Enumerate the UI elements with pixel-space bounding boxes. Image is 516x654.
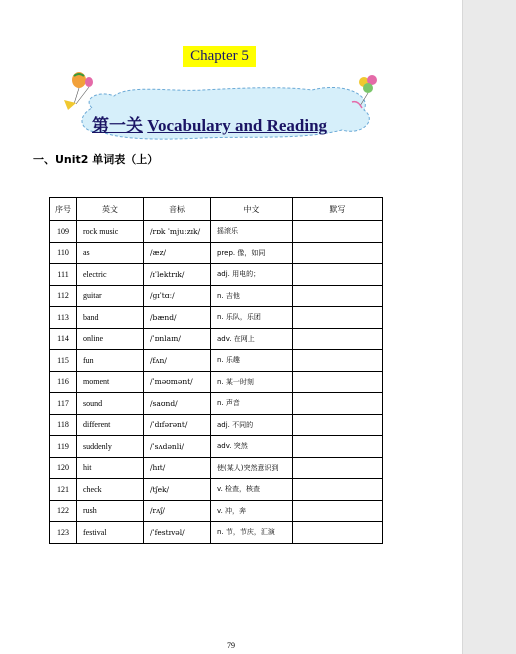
row-chinese: adj. 不同的 — [211, 414, 293, 436]
row-phonetic: /ɡɪˈtɑː/ — [144, 285, 211, 307]
header-number: 序号 — [50, 198, 77, 221]
row-phonetic: /rɒk ˈmjuːzɪk/ — [144, 221, 211, 243]
row-dictation[interactable] — [293, 264, 383, 286]
table-row — [50, 457, 383, 479]
row-number: 121 — [50, 479, 77, 501]
banner-title-cn: 第一关 — [92, 116, 143, 135]
row-chinese: n. 吉他 — [211, 285, 293, 307]
row-english: fun — [77, 350, 144, 372]
row-dictation[interactable] — [293, 221, 383, 243]
row-number: 119 — [50, 436, 77, 458]
row-number: 122 — [50, 500, 77, 522]
row-dictation[interactable] — [293, 307, 383, 329]
row-dictation[interactable] — [293, 242, 383, 264]
row-number: 114 — [50, 328, 77, 350]
header-dictation: 默写 — [293, 198, 383, 221]
row-chinese: n. 节，节庆，汇演 — [211, 522, 293, 544]
table-row — [50, 307, 383, 329]
section-heading: 一、Unit2 单词表（上） — [33, 153, 159, 166]
row-phonetic: /ˈdɪfərənt/ — [144, 414, 211, 436]
row-chinese: n. 乐队，乐团 — [211, 307, 293, 329]
row-dictation[interactable] — [293, 328, 383, 350]
row-number: 115 — [50, 350, 77, 372]
row-chinese: adv. 在网上 — [211, 328, 293, 350]
table-row — [50, 436, 383, 458]
table-row — [50, 350, 383, 372]
row-english: different — [77, 414, 144, 436]
row-number: 123 — [50, 522, 77, 544]
row-chinese: n. 某一时刻 — [211, 371, 293, 393]
row-chinese: v. 检查，核查 — [211, 479, 293, 501]
row-english: check — [77, 479, 144, 501]
row-phonetic: /fʌn/ — [144, 350, 211, 372]
row-dictation[interactable] — [293, 436, 383, 458]
row-dictation[interactable] — [293, 500, 383, 522]
row-chinese: v. 冲，奔 — [211, 500, 293, 522]
row-dictation[interactable] — [293, 285, 383, 307]
table-row — [50, 328, 383, 350]
row-dictation[interactable] — [293, 393, 383, 415]
row-phonetic: /ˈɒnlaɪn/ — [144, 328, 211, 350]
row-dictation[interactable] — [293, 414, 383, 436]
row-english: online — [77, 328, 144, 350]
row-phonetic: /rʌʃ/ — [144, 500, 211, 522]
vocabulary-table — [49, 197, 383, 544]
row-phonetic: /bænd/ — [144, 307, 211, 329]
table-row — [50, 500, 383, 522]
row-chinese: prep. 像，如同 — [211, 242, 293, 264]
row-dictation[interactable] — [293, 522, 383, 544]
row-english: suddenly — [77, 436, 144, 458]
row-phonetic: /ˈfestɪvəl/ — [144, 522, 211, 544]
row-dictation[interactable] — [293, 350, 383, 372]
row-number: 112 — [50, 285, 77, 307]
banner-title — [92, 111, 352, 135]
row-english: sound — [77, 393, 144, 415]
row-phonetic: /tʃek/ — [144, 479, 211, 501]
row-phonetic: /hɪt/ — [144, 457, 211, 479]
row-english: electric — [77, 264, 144, 286]
row-english: band — [77, 307, 144, 329]
row-chinese: adv. 突然 — [211, 436, 293, 458]
row-number: 120 — [50, 457, 77, 479]
row-number: 116 — [50, 371, 77, 393]
table-row — [50, 371, 383, 393]
row-english: hit — [77, 457, 144, 479]
side-margin-panel — [462, 0, 516, 654]
row-chinese: n. 声音 — [211, 393, 293, 415]
row-english: as — [77, 242, 144, 264]
row-english: rock music — [77, 221, 144, 243]
table-row — [50, 393, 383, 415]
row-phonetic: /ɪˈlektrɪk/ — [144, 264, 211, 286]
table-row — [50, 414, 383, 436]
header-phonetic: 音标 — [144, 198, 211, 221]
chapter-label: Chapter 5 — [183, 46, 256, 67]
table-row — [50, 479, 383, 501]
row-english: rush — [77, 500, 144, 522]
row-chinese: 使(某人)突然意识到 — [211, 457, 293, 479]
row-number: 118 — [50, 414, 77, 436]
row-english: moment — [77, 371, 144, 393]
balloon-icon — [64, 72, 93, 110]
table-row — [50, 522, 383, 544]
table-row — [50, 221, 383, 243]
row-phonetic: /saʊnd/ — [144, 393, 211, 415]
row-chinese: n. 乐趣 — [211, 350, 293, 372]
row-phonetic: /æz/ — [144, 242, 211, 264]
row-phonetic: /ˈməʊmənt/ — [144, 371, 211, 393]
row-english: guitar — [77, 285, 144, 307]
page-number: 79 — [227, 641, 235, 650]
row-number: 109 — [50, 221, 77, 243]
banner-title-en: Vocabulary and Reading — [147, 116, 328, 135]
table-header-row — [50, 198, 383, 221]
row-phonetic: /ˈsʌdənli/ — [144, 436, 211, 458]
table-row — [50, 264, 383, 286]
row-number: 113 — [50, 307, 77, 329]
row-chinese: 摇滚乐 — [211, 221, 293, 243]
row-number: 117 — [50, 393, 77, 415]
table-row — [50, 242, 383, 264]
row-chinese: adj. 用电的； — [211, 264, 293, 286]
row-dictation[interactable] — [293, 457, 383, 479]
row-dictation[interactable] — [293, 371, 383, 393]
header-chinese: 中文 — [211, 198, 293, 221]
row-dictation[interactable] — [293, 479, 383, 501]
row-number: 111 — [50, 264, 77, 286]
row-english: festival — [77, 522, 144, 544]
row-number: 110 — [50, 242, 77, 264]
header-english: 英文 — [77, 198, 144, 221]
table-row — [50, 285, 383, 307]
